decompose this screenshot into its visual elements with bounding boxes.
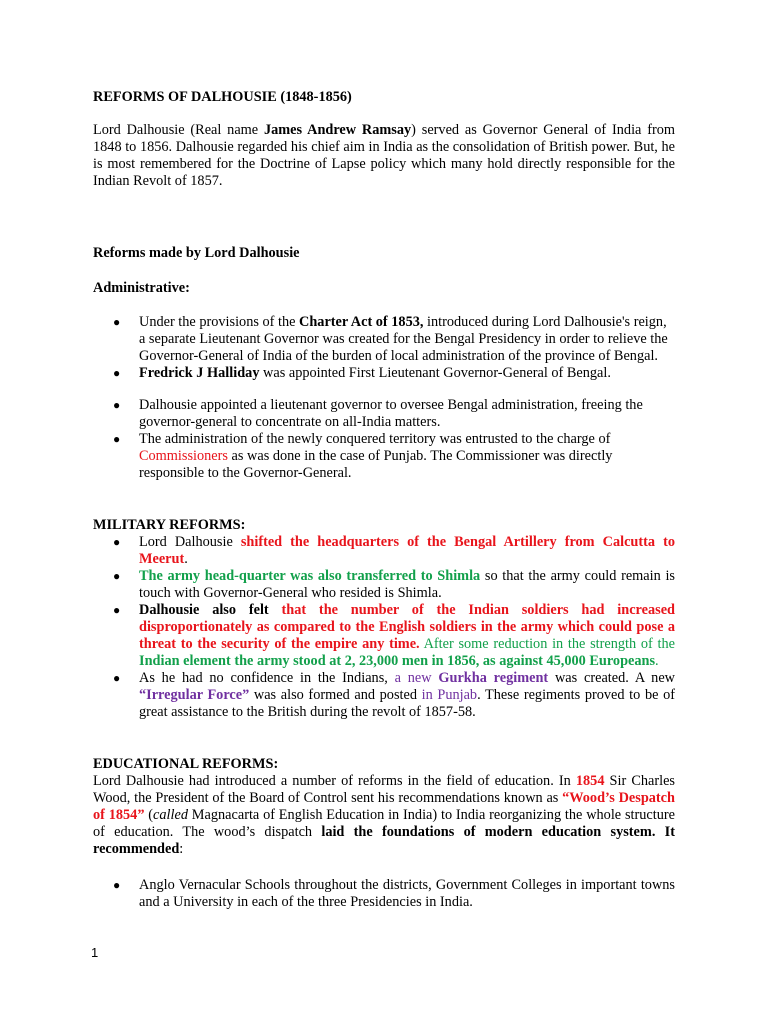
spacer: [93, 382, 675, 397]
intro-text-rest: ) served as Governor General of India from 1848 to 1856. Dalhousie regarded his chief aim in India as the consolidation of British power. But, he is most remembered for the Doctrine of Lapse policy which many hold directly responsible for the Indian Revolt of 1857.: [93, 122, 675, 189]
item-text: was created. A new: [548, 670, 675, 686]
item-text: Lord Dalhousie: [139, 534, 241, 550]
item-text: introduced during Lord Dalhousie's reign, a separate Lieutenant Governor was created for the Bengal Presidency in order to relieve the Governor-General of India of the burden of local administration of the province of Bengal.: [139, 314, 668, 364]
shimla-highlight: The army head-quarter was also transferred to Shimla: [139, 568, 481, 584]
reforms-heading-text: Reforms made by Lord Dalhousie: [93, 245, 300, 261]
bullet-icon: ●: [113, 671, 121, 685]
edu-text: Sir Charles Wood, the President of the Board of Control sent his recommendations known as: [93, 773, 675, 806]
list-item: [93, 877, 675, 911]
gurkha-prefix: a new: [394, 670, 439, 686]
item-text: was appointed First Lieutenant Governor-General of Bengal.: [259, 365, 611, 381]
item-text: .: [655, 653, 659, 669]
real-name: James Andrew Ramsay: [263, 122, 412, 138]
educational-list: [93, 877, 675, 911]
item-text: Dalhousie appointed a lieutenant governor to oversee Bengal administration, freeing the governor-general to concentrate on all-India matters.: [139, 397, 643, 430]
title-text: REFORMS OF DALHOUSIE (1848-1856): [93, 89, 352, 105]
gurkha-highlight: Gurkha regiment: [438, 670, 549, 686]
bullet-icon: ●: [113, 432, 121, 446]
item-text: was also formed and posted: [249, 687, 422, 703]
page-number: 1: [91, 945, 99, 960]
military-list: [93, 534, 675, 721]
list-item: [93, 534, 675, 568]
bullet-icon: ●: [113, 878, 121, 892]
list-item: [93, 314, 675, 365]
reduction-text: After some reduction in the strength of the: [419, 636, 675, 652]
despatch-highlight: “Wood’s Despatch of 1854”: [93, 790, 675, 823]
soldiers-highlight: that the number of the Indian soldiers had increased disproportionately as compared to the English soldiers in the army which could pose a threat to the security of the empire any time.: [139, 602, 675, 652]
item-text: Anglo Vernacular Schools throughout the districts, Government Colleges in important towns and a University in each of the three Presidencies in India.: [139, 877, 675, 910]
military-heading: [93, 517, 675, 534]
item-text: as was done in the case of Punjab. The Commissioner was directly responsible to the Governor-General.: [139, 448, 613, 481]
administrative-heading-text: Administrative:: [93, 280, 190, 296]
list-item: [93, 568, 675, 602]
administrative-list: [93, 314, 675, 482]
list-item: [93, 602, 675, 670]
page-title: [93, 89, 675, 106]
commissioners-highlight: Commissioners: [139, 448, 228, 464]
punjab-highlight: in Punjab: [421, 687, 478, 703]
artillery-highlight: shifted the headquarters of the Bengal Artillery from Calcutta to Meerut: [139, 534, 675, 567]
administrative-heading: [93, 280, 675, 297]
item-text: Under the provisions of the: [139, 314, 300, 330]
military-heading-text: MILITARY REFORMS:: [93, 517, 246, 533]
educational-heading-text: EDUCATIONAL REFORMS:: [93, 756, 279, 772]
bullet-icon: ●: [113, 569, 121, 583]
bullet-icon: ●: [113, 398, 121, 412]
item-text: .: [184, 551, 188, 567]
item-text: . These regiments proved to be of great assistance to the British during the revolt of 1857-58.: [139, 687, 675, 720]
list-item: [93, 397, 675, 431]
called-italic: called: [153, 807, 188, 823]
item-bold: Dalhousie also felt: [139, 602, 269, 618]
strength-highlight: Indian element the army stood at 2, 23,000 men in 1856, as against 45,000 Europeans: [139, 653, 656, 669]
list-item: [93, 365, 675, 382]
item-text: so that the army could remain is touch with Governor-General who resided is Shimla.: [139, 568, 675, 601]
edu-text: :: [179, 841, 184, 857]
bullet-icon: ●: [113, 603, 121, 617]
edu-text: ) to India reorganizing the whole structure of education. The wood’s dispatch: [93, 807, 675, 840]
item-bold: Charter Act of 1853,: [299, 314, 424, 330]
bullet-icon: ●: [113, 366, 121, 380]
reforms-heading: [93, 245, 675, 262]
intro-paragraph: [93, 122, 675, 190]
item-bold: Fredrick J Halliday: [139, 365, 260, 381]
educational-heading: [93, 756, 675, 773]
item-text: The administration of the newly conquered territory was entrusted to the charge of: [139, 431, 611, 447]
irregular-force-highlight: “Irregular Force”: [139, 687, 250, 703]
bullet-icon: ●: [113, 535, 121, 549]
item-text: As he had no confidence in the Indians,: [139, 670, 395, 686]
year-highlight: 1854: [575, 773, 605, 789]
educational-paragraph: [93, 773, 675, 858]
list-item: [93, 431, 675, 482]
edu-text: Magnacarta of English Education in India: [187, 807, 433, 823]
bullet-icon: ●: [113, 315, 121, 329]
intro-text: Lord Dalhousie (Real name: [93, 122, 264, 138]
edu-text: (: [144, 807, 154, 823]
edu-text: Lord Dalhousie had introduced a number of reforms in the field of education. In: [93, 773, 576, 789]
list-item: [93, 670, 675, 721]
foundations-bold: laid the foundations of modern education system. It recommended: [93, 824, 675, 857]
